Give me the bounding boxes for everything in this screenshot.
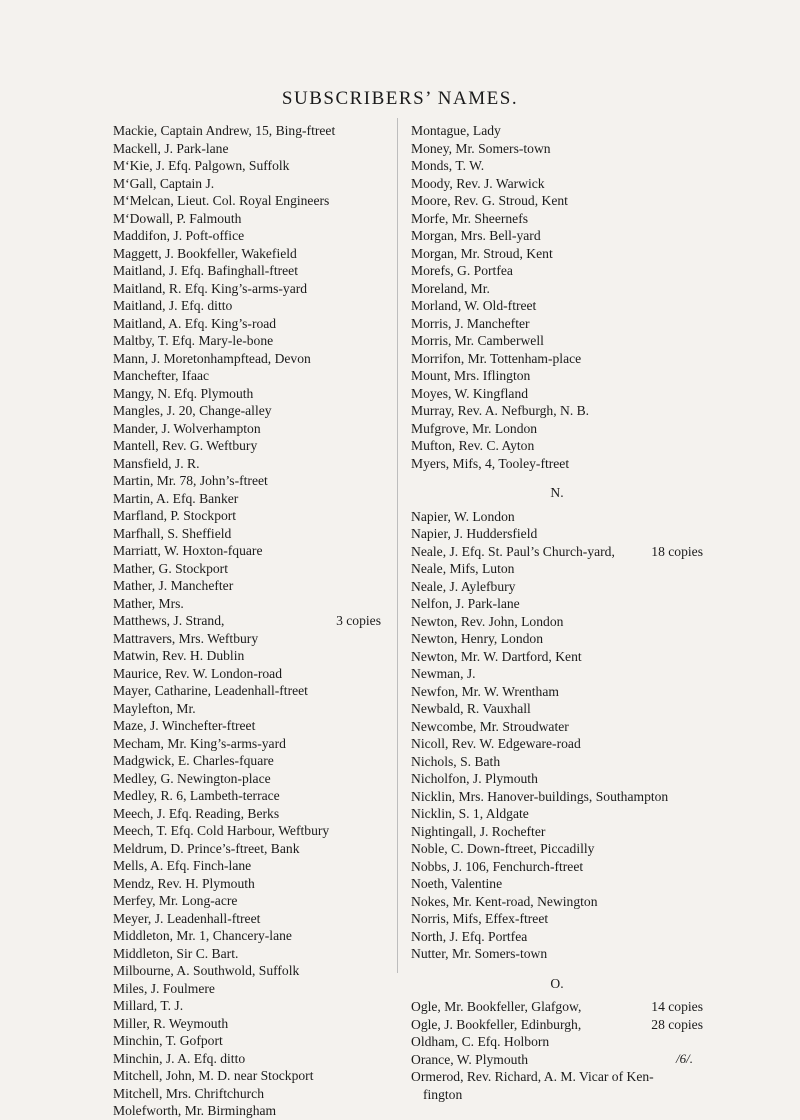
subscriber-name: Marriatt, W. Hoxton-fquare (113, 543, 263, 558)
subscriber-entry (411, 735, 703, 753)
right-column (411, 122, 703, 1103)
subscriber-name: Mayer, Catharine, Leadenhall-ftreet (113, 683, 308, 698)
subscriber-name: Middleton, Mr. 1, Chancery-lane (113, 928, 292, 943)
subscriber-name: Mount, Mrs. Iflington (411, 368, 531, 383)
subscriber-entry (113, 315, 381, 333)
subscriber-name: Newman, J. (411, 666, 476, 681)
subscriber-name: Matthews, J. Strand, (113, 613, 225, 628)
subscriber-name: Mackell, J. Park-lane (113, 140, 229, 156)
subscriber-entry (113, 192, 381, 210)
subscriber-entry (113, 630, 381, 648)
subscriber-entry (113, 910, 381, 928)
subscriber-name: Minchin, T. Gofport (113, 1033, 223, 1048)
subscriber-name: Ogle, J. Bookfeller, Edinburgh, (411, 1016, 582, 1032)
subscriber-name: M‘Kie, J. Efq. Palgown, Suffolk (113, 158, 290, 173)
subscriber-name: Neale, J. Aylefbury (411, 578, 516, 594)
subscriber-name: Napier, J. Huddersfield (411, 526, 538, 541)
left-column (113, 122, 381, 1120)
subscriber-name: Oldham, C. Efq. Holborn (411, 1034, 550, 1049)
subscriber-name: Mather, J. Manchefter (113, 578, 234, 593)
subscriber-entry (411, 1016, 703, 1034)
subscriber-entry (113, 840, 381, 858)
subscriber-name: Madgwick, E. Charles-fquare (113, 753, 274, 768)
subscriber-entry (113, 280, 381, 298)
subscriber-name: Morgan, Mrs. Bell-yard (411, 228, 541, 243)
subscriber-name: Morgan, Mr. Stroud, Kent (411, 245, 553, 261)
subscriber-entry (113, 682, 381, 700)
subscriber-entry (411, 227, 703, 245)
section-letter: O. (550, 975, 564, 991)
subscriber-entry (113, 927, 381, 945)
subscriber-name: Mufgrove, Mr. London (411, 420, 538, 436)
subscriber-entry (411, 543, 703, 561)
subscriber-name: Morland, W. Old-ftreet (411, 298, 537, 313)
subscriber-entry (113, 122, 381, 140)
subscriber-name: Morefs, G. Portfea (411, 263, 513, 278)
subscriber-entry (411, 1033, 703, 1051)
section-letter: N. (550, 485, 564, 500)
subscriber-name: Nutter, Mr. Somers-town (411, 946, 548, 961)
subscriber-name: Morrifon, Mr. Tottenham-place (411, 350, 582, 366)
subscriber-entry (411, 788, 703, 806)
subscriber-entry (113, 1015, 381, 1033)
subscriber-entry (113, 770, 381, 788)
subscriber-name: Maitland, A. Efq. King’s-road (113, 315, 277, 331)
subscriber-entry (411, 262, 703, 280)
subscriber-name: Marfland, P. Stockport (113, 508, 237, 523)
subscriber-entry (113, 997, 381, 1015)
subscriber-entry (113, 717, 381, 735)
subscriber-entry (411, 613, 703, 631)
subscriber-entry (411, 315, 703, 333)
subscriber-name: Newton, Mr. W. Dartford, Kent (411, 648, 582, 664)
subscriber-entry (411, 210, 703, 228)
subscriber-name: Mather, G. Stockport (113, 560, 228, 576)
subscriber-name: Murray, Rev. A. Nefburgh, N. B. (411, 403, 590, 418)
subscriber-entry (113, 525, 381, 543)
subscriber-name: Mattravers, Mrs. Weftbury (113, 630, 259, 646)
subscriber-entry (113, 1085, 381, 1103)
subscriber-entry (411, 805, 703, 823)
subscriber-name: Morris, Mr. Camberwell (411, 333, 544, 348)
subscriber-name: Orance, W. Plymouth (411, 1051, 529, 1067)
subscriber-entry (411, 437, 703, 455)
subscriber-name: Newton, Rev. John, London (411, 613, 564, 629)
subscriber-name: Millard, T. J. (113, 998, 184, 1013)
subscriber-name: Merfey, Mr. Long-acre (113, 893, 238, 908)
subscriber-name: Medley, G. Newington-place (113, 770, 271, 786)
subscriber-entry (113, 1050, 381, 1068)
subscriber-name: Minchin, J. A. Efq. ditto (113, 1050, 246, 1066)
subscriber-entry (113, 1067, 381, 1085)
subscriber-name: Ormerod, Rev. Richard, A. M. Vicar of Ken- (411, 1069, 654, 1084)
subscriber-entry (113, 507, 381, 525)
subscriber-entry (113, 455, 381, 473)
subscriber-entry (411, 770, 703, 788)
subscriber-name: Nicoll, Rev. W. Edgeware-road (411, 736, 581, 751)
subscriber-entry (113, 560, 381, 578)
subscriber-name: Meech, T. Efq. Cold Harbour, Weftbury (113, 823, 330, 838)
subscriber-name: Mitchell, John, M. D. near Stockport (113, 1068, 314, 1083)
subscriber-entry (113, 700, 381, 718)
subscriber-entry (411, 700, 703, 718)
page-header: SUBSCRIBERS’ NAMES. (281, 88, 519, 109)
column-divider (397, 118, 398, 973)
subscriber-name: Noble, C. Down-ftreet, Piccadilly (411, 841, 595, 856)
subscriber-entry (411, 718, 703, 736)
subscriber-entry (113, 332, 381, 350)
subscriber-name: Mackie, Captain Andrew, 15, Bing-ftreet (113, 123, 336, 138)
subscriber-entry (411, 122, 703, 140)
subscriber-name: Nicklin, S. 1, Aldgate (411, 806, 529, 821)
subscriber-name: Middleton, Sir C. Bart. (113, 945, 239, 961)
subscriber-entry (113, 647, 381, 665)
subscriber-entry (411, 367, 703, 385)
subscriber-entry (113, 420, 381, 438)
subscriber-entry (411, 157, 703, 175)
subscriber-entry (113, 245, 381, 263)
subscriber-name: Mander, J. Wolverhampton (113, 420, 261, 436)
subscriber-entry (113, 157, 381, 175)
subscriber-entry (113, 595, 381, 613)
subscriber-name: Maggett, J. Bookfeller, Wakefield (113, 245, 297, 261)
subscriber-name: Meech, J. Efq. Reading, Berks (113, 805, 280, 821)
subscriber-name: Moody, Rev. J. Warwick (411, 175, 545, 191)
subscriber-entry (113, 210, 381, 228)
subscriber-name: Mendz, Rev. H. Plymouth (113, 875, 255, 891)
subscriber-entry (411, 630, 703, 648)
subscriber-name: Nelfon, J. Park-lane (411, 596, 520, 611)
subscriber-name: Medley, R. 6, Lambeth-terrace (113, 788, 280, 803)
subscriber-entry (113, 227, 381, 245)
copies-count: 3 copies (336, 613, 381, 628)
subscriber-entry (113, 752, 381, 770)
subscriber-entry (411, 420, 703, 438)
subscriber-name: Maltby, T. Efq. Mary-le-bone (113, 333, 274, 348)
subscriber-name: Nichols, S. Bath (411, 753, 501, 769)
subscriber-name: Miles, J. Foulmere (113, 980, 215, 996)
subscriber-entry (113, 367, 381, 385)
subscriber-entry (411, 192, 703, 210)
subscriber-entry (411, 385, 703, 403)
copies-count: 28 copies (651, 1016, 703, 1032)
subscriber-entry (411, 840, 703, 858)
subscriber-entry (113, 385, 381, 403)
subscriber-name: Martin, A. Efq. Banker (113, 490, 239, 506)
subscriber-entry-continuation: fington (423, 1086, 463, 1102)
subscriber-name: Maitland, J. Efq. ditto (113, 298, 233, 313)
subscriber-name: Miller, R. Weymouth (113, 1015, 229, 1031)
subscriber-name: Mantell, Rev. G. Weftbury (113, 438, 258, 453)
subscriber-name: Milbourne, A. Southwold, Suffolk (113, 963, 300, 978)
subscriber-name: Norris, Mifs, Effex-ftreet (411, 911, 549, 926)
subscriber-name: Mufton, Rev. C. Ayton (411, 438, 535, 453)
subscriber-entry (411, 595, 703, 613)
subscriber-name: Maylefton, Mr. (113, 700, 196, 716)
subscriber-name: M‘Gall, Captain J. (113, 175, 215, 191)
subscriber-name: Mecham, Mr. King’s-arms-yard (113, 735, 286, 751)
subscriber-name: Matwin, Rev. H. Dublin (113, 648, 245, 663)
subscriber-name: Mangles, J. 20, Change-alley (113, 403, 272, 418)
subscriber-name: Morris, J. Manchefter (411, 315, 530, 331)
copies-count: 18 copies (651, 543, 703, 559)
subscriber-name: M‘Dowall, P. Falmouth (113, 210, 242, 226)
subscriber-entry (411, 508, 703, 526)
subscriber-entry (113, 472, 381, 490)
subscriber-name: Newfon, Mr. W. Wrentham (411, 683, 559, 699)
subscriber-entry (411, 1068, 703, 1086)
subscriber-entry (411, 402, 703, 420)
subscriber-name: Moore, Rev. G. Stroud, Kent (411, 193, 568, 208)
subscriber-entry (113, 822, 381, 840)
subscriber-name: North, J. Efq. Portfea (411, 928, 528, 944)
subscriber-name: Mather, Mrs. (113, 595, 184, 611)
subscriber-name: Nicklin, Mrs. Hanover-buildings, Southampton (411, 788, 669, 804)
subscriber-entry (113, 577, 381, 595)
subscriber-name: Ogle, Mr. Bookfeller, Glafgow, (411, 999, 582, 1014)
subscriber-name: Morfe, Mr. Sheernefs (411, 210, 529, 226)
subscriber-name: Martin, Mr. 78, John’s-ftreet (113, 473, 268, 488)
subscriber-name: Noeth, Valentine (411, 876, 503, 891)
subscriber-name: Nokes, Mr. Kent-road, Newington (411, 893, 598, 909)
subscriber-entry (411, 753, 703, 771)
subscriber-name: M‘Melcan, Lieut. Col. Royal Engineers (113, 193, 330, 208)
subscriber-entry (411, 140, 703, 158)
subscriber-entry (113, 945, 381, 963)
subscriber-entry (113, 612, 381, 630)
subscriber-name: Maitland, R. Efq. King’s-arms-yard (113, 280, 308, 296)
subscriber-entry (411, 858, 703, 876)
subscriber-entry (113, 735, 381, 753)
subscriber-entry (411, 945, 703, 963)
subscriber-entry (113, 350, 381, 368)
subscriber-entry (113, 1032, 381, 1050)
subscriber-name: Napier, W. London (411, 508, 515, 524)
subscriber-entry (113, 140, 381, 158)
subscriber-name: Marfhall, S. Sheffield (113, 525, 232, 541)
subscriber-entry (113, 175, 381, 193)
subscriber-name: Monds, T. W. (411, 158, 485, 173)
copies-count: 14 copies (651, 999, 703, 1014)
subscriber-entry (411, 455, 703, 473)
subscriber-entry (411, 175, 703, 193)
subscriber-name: Mann, J. Moretonhampftead, Devon (113, 350, 311, 366)
subscriber-name: Maurice, Rev. W. London-road (113, 665, 282, 681)
subscriber-name: Maze, J. Winchefter-ftreet (113, 718, 256, 733)
subscriber-name: Mells, A. Efq. Finch-lane (113, 858, 252, 873)
subscriber-name: Neale, J. Efq. St. Paul’s Church-yard, (411, 543, 615, 559)
subscriber-entry (411, 1051, 703, 1069)
subscriber-entry (411, 560, 703, 578)
subscriber-name: Nightingall, J. Rochefter (411, 823, 546, 839)
page-number: /6/. (676, 1051, 693, 1066)
subscriber-name: Mansfield, J. R. (113, 455, 200, 471)
subscriber-name: Manchefter, Ifaac (113, 368, 210, 383)
subscriber-entry (113, 262, 381, 280)
subscriber-entry (411, 332, 703, 350)
subscriber-entry (411, 350, 703, 368)
subscriber-entry (411, 910, 703, 928)
subscriber-name: Mangy, N. Efq. Plymouth (113, 385, 254, 401)
subscriber-name: Moreland, Mr. (411, 280, 490, 296)
subscriber-name: Maddifon, J. Poft-office (113, 228, 245, 243)
subscriber-entry (113, 402, 381, 420)
subscriber-entry (411, 823, 703, 841)
subscriber-entry (113, 962, 381, 980)
subscriber-name: Newbald, R. Vauxhall (411, 701, 531, 716)
subscriber-name: Mitchell, Mrs. Chriftchurch (113, 1085, 265, 1101)
subscriber-entry (411, 683, 703, 701)
subscriber-entry (411, 297, 703, 315)
subscriber-entry (411, 875, 703, 893)
subscriber-name: Newcombe, Mr. Stroudwater (411, 718, 569, 734)
subscriber-entry (411, 648, 703, 666)
subscriber-name: Nobbs, J. 106, Fenchurch-ftreet (411, 858, 584, 874)
subscriber-entry (113, 980, 381, 998)
subscriber-entry (113, 297, 381, 315)
subscriber-entry (113, 875, 381, 893)
subscriber-entry (113, 857, 381, 875)
subscriber-name: Montague, Lady (411, 123, 501, 138)
subscriber-name: Meldrum, D. Prince’s-ftreet, Bank (113, 840, 300, 856)
subscriber-entry (113, 542, 381, 560)
subscriber-entry (411, 578, 703, 596)
subscriber-name: Moyes, W. Kingfland (411, 385, 529, 401)
subscriber-name: Myers, Mifs, 4, Tooley-ftreet (411, 455, 570, 471)
subscriber-entry (411, 928, 703, 946)
subscriber-entry (113, 892, 381, 910)
subscriber-entry (411, 998, 703, 1016)
subscriber-name: Meyer, J. Leadenhall-ftreet (113, 910, 261, 926)
subscriber-entry (411, 280, 703, 298)
subscriber-entry (113, 805, 381, 823)
subscriber-name: Newton, Henry, London (411, 631, 544, 646)
subscriber-entry (113, 437, 381, 455)
subscriber-entry (411, 245, 703, 263)
subscriber-entry (113, 665, 381, 683)
subscriber-name: Nicholfon, J. Plymouth (411, 771, 538, 786)
subscriber-entry (411, 665, 703, 683)
subscriber-entry (411, 893, 703, 911)
subscriber-name: Maitland, J. Efq. Bafinghall-ftreet (113, 263, 298, 278)
subscriber-name: Molefworth, Mr. Birmingham (113, 1103, 277, 1118)
subscriber-name: Neale, Mifs, Luton (411, 561, 515, 576)
subscriber-entry (113, 1102, 381, 1120)
subscriber-entry (113, 787, 381, 805)
subscriber-entry (113, 490, 381, 508)
subscriber-name: Money, Mr. Somers-town (411, 140, 551, 156)
subscriber-entry (411, 525, 703, 543)
